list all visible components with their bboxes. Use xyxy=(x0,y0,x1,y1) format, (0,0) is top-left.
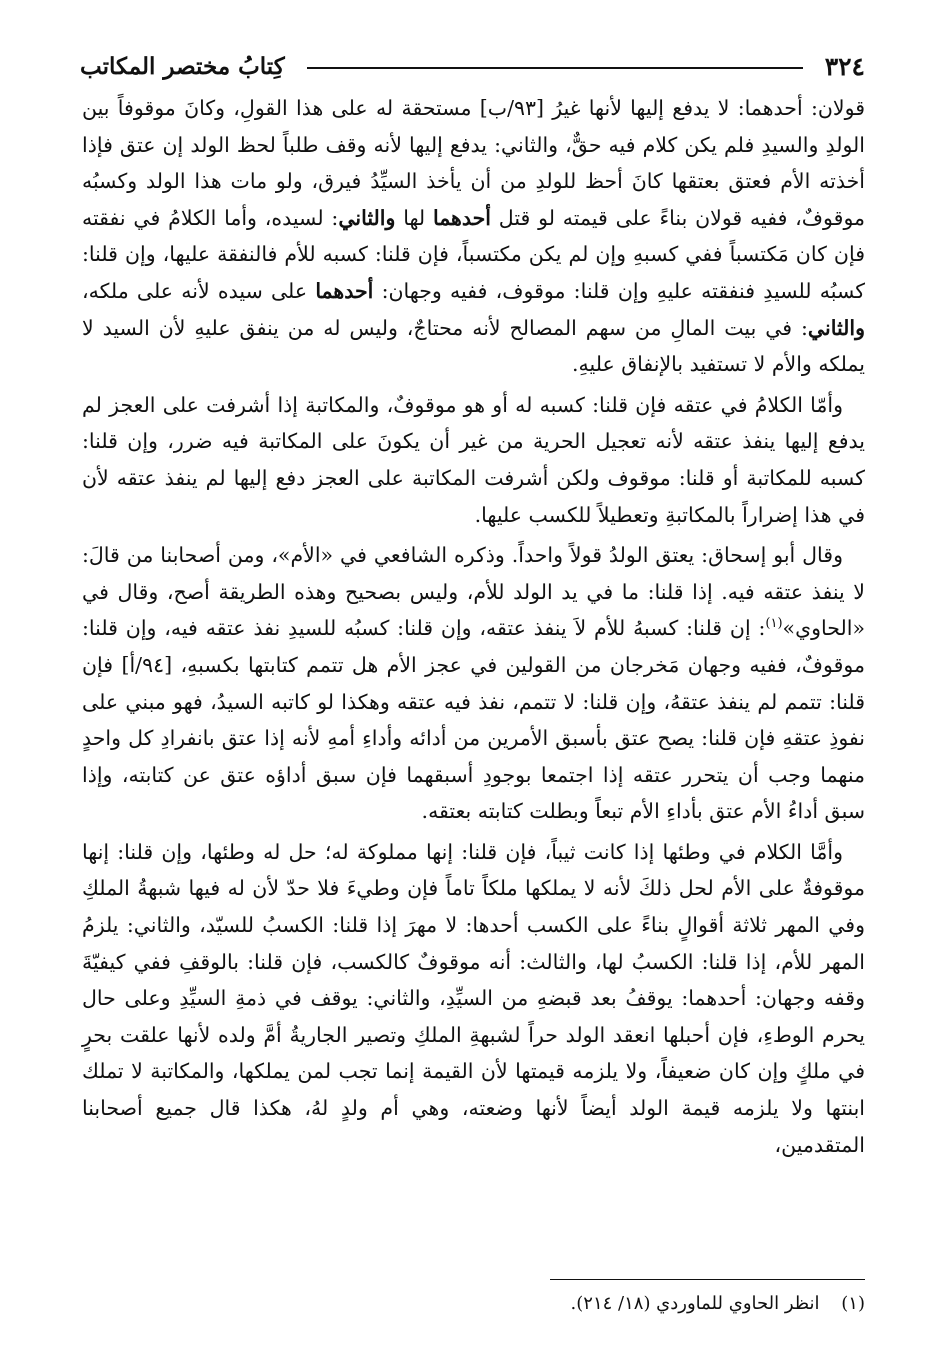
paragraph xyxy=(82,387,865,533)
bold-keyword: والثاني xyxy=(807,315,865,340)
page-header xyxy=(80,46,865,86)
text-run: وقال أبو إسحاق: يعتق الولدُ قولاً واحداً. وذكره الشافعي في «الأم»، ومن أصحابنا من قالَ: لا ينفذ عتقه فيه. إذا قلنا: ما في يد الولد للأم، وليس بصحيح وهذه الطريقة أصح، وقال في «الحاوي» xyxy=(82,543,865,641)
paragraph xyxy=(82,90,865,383)
paragraph xyxy=(82,834,865,1163)
body-text xyxy=(82,90,865,1167)
running-title: كِتابُ مختصر المكاتب xyxy=(80,52,285,80)
footnote-text: انظر الحاوي للماوردي (١٨/ ٢١٤). xyxy=(570,1293,820,1314)
bold-keyword: أحدهما xyxy=(315,278,374,303)
text-run: : إن قلنا: كسبهُ للأم لاَ ينفذ عتقه، وإن قلنا: كسبُه للسيدِ نفذ عتقه فيه، وإن قلنا: موقوفٌ، ففيه وجهان مَخرجان من القولين في عجز الأم هل تتمم كتابتها بكسبهِ، [٩٤/أ] فإن قلنا: تتمم لم ينفذ عتقهُ، وإن قلنا: لا تتمم، نفذ فيه عتقه وهكذا لو كاتبه السيدُ، فهو مبني على نفوذِ عتقهِ فإن قلنا: يصح عتق بأسبق الأمرين من أدائه وأداءِ أمهِ لأنه إذا عتق بانفرادِ كل واحدٍ منهما وجب أن يتحرر عتقه إذا اجتمعا بوجودِ أسبقهما فإن سبق أداؤه عتق عن كتابته، وإذا سبق أداءُ الأم عتق بأداءِ الأم تبعاً وبطلت كتابته بعتقه. xyxy=(82,616,865,824)
text-run: على سيده لأنه على ملكه، xyxy=(82,278,316,303)
footnote xyxy=(82,1289,865,1319)
footnote-number: (١) xyxy=(841,1293,865,1314)
text-run: : في بيت المالِ من سهم المصالح لأنه محتاجٌ، وليس له من ينفق عليهِ لأن السيد لا يملكه والأم لا تستفيد بالإنفاق عليهِ. xyxy=(82,315,865,377)
text-run: : لسيده، وأما الكلامُ في نفقته فإن كان مَكتسباً ففي كسبهِ وإن لم يكن مكتسباً، فإن قلنا: كسبه للأم فالنفقة عليها، وإن قلنا: كسبُه للسيدِ فنفقته عليهِ وإن قلنا: موقوف، ففيه وجهان: xyxy=(82,205,865,303)
text-run: وأمّا الكلامُ في عتقه فإن قلنا: كسبه له أو هو موقوفٌ، والمكاتبة إذا أشرفت على العجز لم يدفع إليها ينفذ عتقه لأنه تعجيل الحرية من غير أن يكونَ على المكاتبة فيه ضرر، وإن قلنا: كسبه للمكاتبة أو قلنا: موقوف ولكن أشرفت المكاتبة على العجز دفع إليها لم ينفذ عتقه لأن في هذا إضراراً بالمكاتبةِ وتعطيلاً للكسب عليها. xyxy=(82,392,865,527)
page-number: ٣٢٤ xyxy=(824,51,865,81)
header-rule xyxy=(307,67,803,69)
footnote-ref: (١) xyxy=(765,616,783,632)
bold-keyword: والثاني xyxy=(338,205,396,230)
text-run: قولان: أحدهما: لا يدفع إليها لأنها غيرُ [٩٣/ب] مستحقة له على هذا القولِ، وكانَ موقوفاً بين الولدِ والسيدِ فلم يكن كلام فيه حقٌّ، والثاني: يدفع إليها لأنه وقف طلباً لحظ الولد إن عتق فإذا أخذته الأم فعتق بعتقها كانَ أحظ للولدِ من أن يأخذ السيِّدُ فيرق، ولو مات هذا الولد وكسبُه موقوفٌ، ففيه قولان بناءً على قيمته لو قتل xyxy=(82,96,866,230)
paragraph xyxy=(82,537,865,830)
text-run: وأمَّا الكلام في وطئها إذا كانت ثيباً، فإن قلنا: إنها مملوكة له؛ حل له وطئها، وإن قلنا: إنها موقوفةٌ على الأم لحل ذلكَ لأنه لا يملكها ملكاً تاماً فإن وطيءَ فلا حدّ لأن له فيها شبهةُ الملكِ وفي المهر ثلاثة أقوالٍ بناءً على الكسب أحدها: لا مهرَ إذا قلنا: الكسبُ للسيّد، والثاني: يلزمُ المهر للأم، إذا قلنا: الكسبُ لها، والثالث: أنه موقوفٌ كالكسب، فإن قلنا: بالوقفِ ففي كيفيّةَ وقفه وجهان: أحدهما: يوقفُ بعد قبضهِ من السيِّدِ، والثاني: يوقف في ذمةِ السيِّدِ وعلى حال يحرم الوطءِ، فإن أحبلها انعقد الولد حراً لشبهةِ الملكِ وتصير الجاريةُ أمَّ ولده لأنها علقت بحرٍ في ملكٍ وإن كان ضعيفاً، ولا يلزمه قيمتها لأن القيمة إنما تجب لمن يملكها، والمكاتبة لا تملك ابنتها ولا يلزمه قيمة الولد أيضاً لأنها وضعته، وهي أم ولدٍ لهُ، هكذا قال جميع أصحابنا المتقدمين، xyxy=(82,839,865,1157)
text-run: لها xyxy=(395,205,433,230)
bold-keyword: أحدهما xyxy=(432,205,491,230)
footnote-rule xyxy=(550,1279,865,1280)
